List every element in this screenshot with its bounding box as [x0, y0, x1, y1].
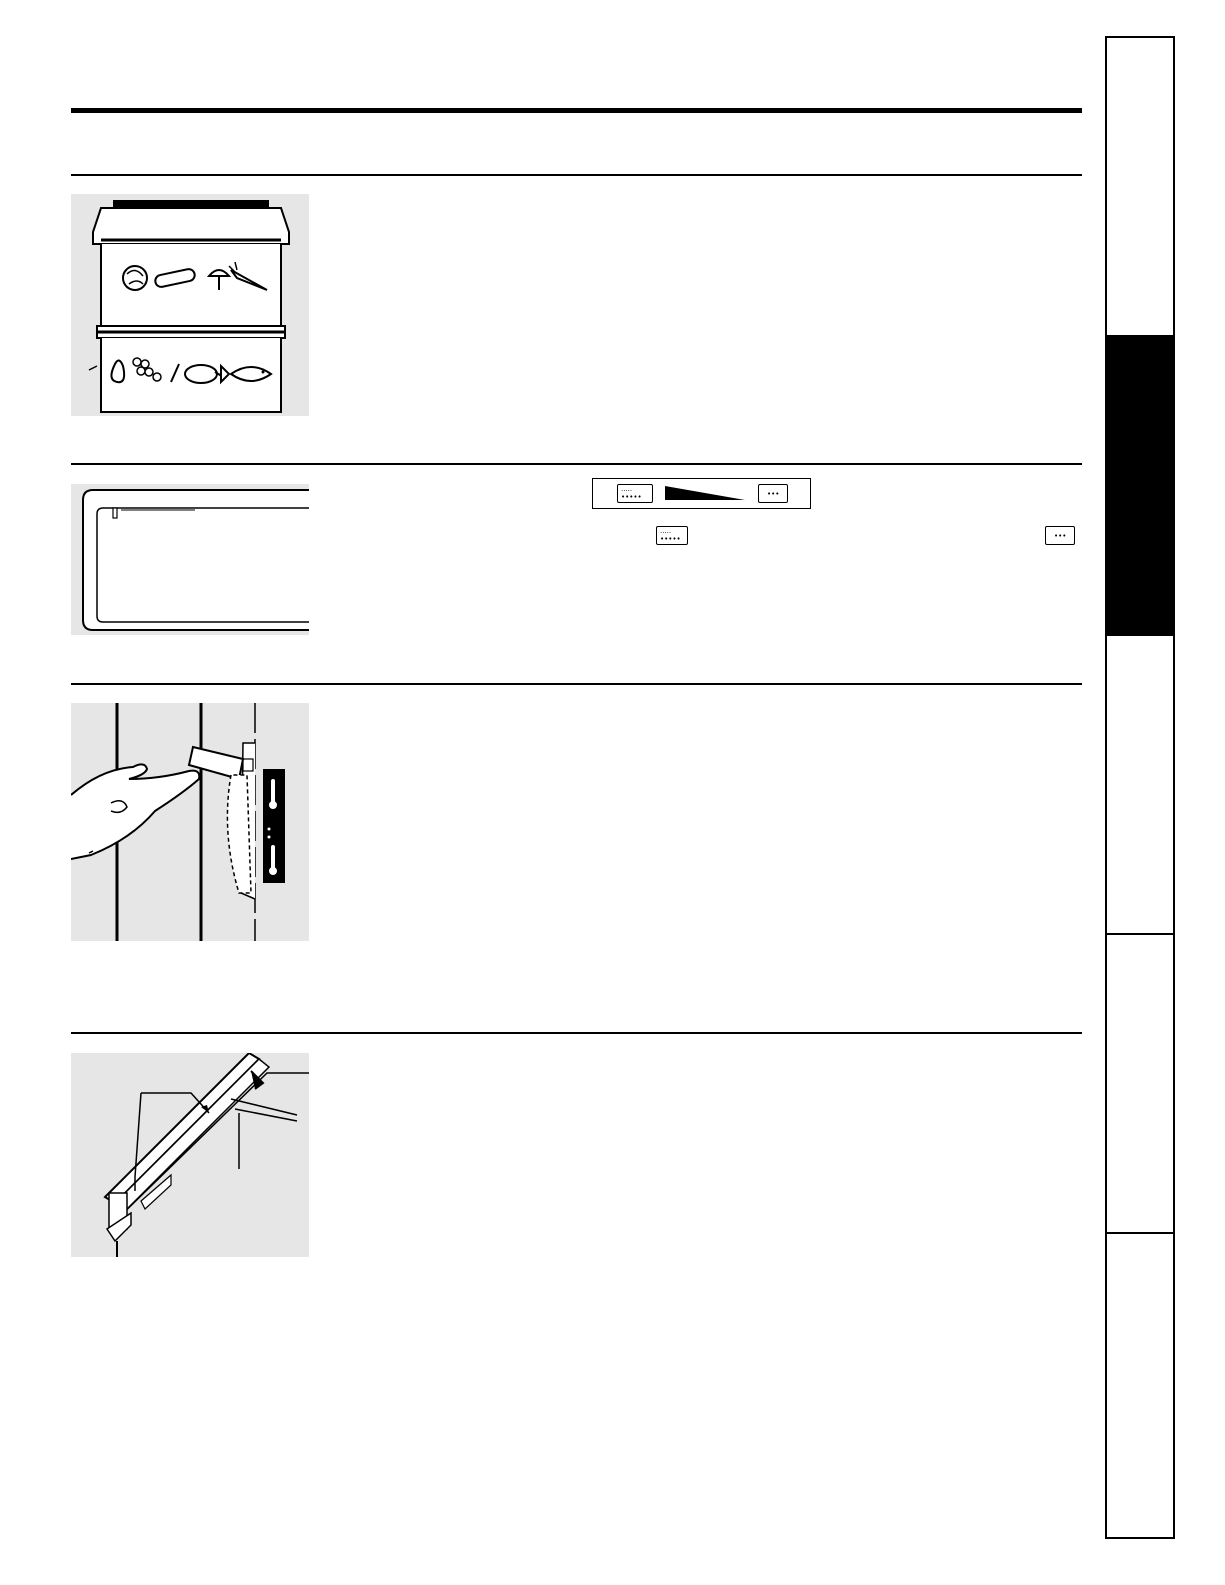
humidity-wedge-icon [665, 486, 747, 502]
drawer-rail-arrow-icon [71, 1053, 309, 1257]
rail-illustration [71, 1053, 309, 1257]
section-tab-3[interactable] [1107, 636, 1173, 935]
high-humidity-drops-icon: ····· ••••• [617, 484, 653, 503]
vegetable-fruit-meat-drawer-icon [71, 194, 309, 416]
section-tab-1[interactable] [1107, 38, 1173, 337]
section-divider-1 [71, 174, 1082, 176]
drawer-illustration [71, 194, 309, 416]
humidity-crisper-drawer-icon [71, 484, 309, 635]
temperature-illustration [71, 703, 309, 941]
section-tab-4[interactable] [1107, 935, 1173, 1234]
section-divider-4 [71, 1032, 1082, 1034]
humidity-control-scale[interactable] [592, 478, 811, 509]
header-rule [71, 108, 1082, 113]
low-humidity-drops-icon: ••• [758, 484, 788, 503]
low-humidity-drops-icon-inline: ••• [1045, 526, 1075, 545]
crisper-illustration [71, 484, 309, 635]
section-tab-5[interactable] [1107, 1234, 1173, 1537]
section-tab-2-active[interactable] [1107, 337, 1173, 636]
high-humidity-drops-icon-inline: ····· ••••• [656, 526, 688, 545]
temperature-control-hand-icon [71, 703, 309, 941]
side-section-tabs [1105, 36, 1175, 1539]
section-divider-3 [71, 683, 1082, 685]
section-divider-2 [71, 463, 1082, 465]
